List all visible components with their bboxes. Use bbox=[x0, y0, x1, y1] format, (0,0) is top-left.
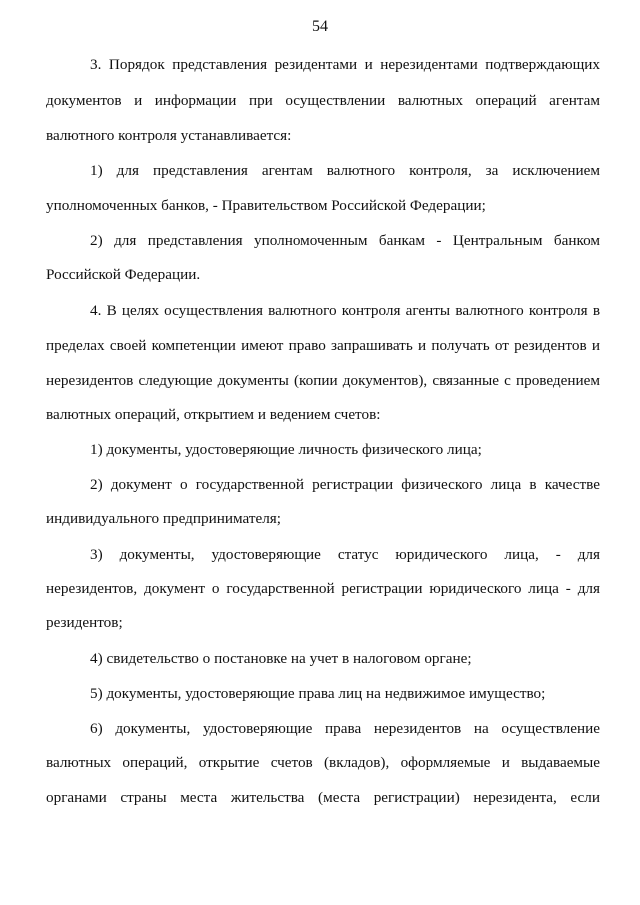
text-line: валютных операций, открытием и ведением счетов: bbox=[46, 406, 381, 423]
text-line: 5) документы, удостоверяющие права лиц на недвижимое имущество; bbox=[90, 685, 546, 702]
text-line: 3) документы, удостоверяющие статус юридического лица, - для bbox=[90, 546, 600, 563]
text-line: 2) для представления уполномоченным банкам - Центральным банком bbox=[90, 232, 600, 249]
text-line: 2) документ о государственной регистрации физического лица в качестве bbox=[90, 476, 600, 493]
text-line: 3. Порядок представления резидентами и нерезидентами подтверждающих bbox=[90, 56, 600, 73]
text-line: нерезидентов следующие документы (копии документов), связанные с проведением bbox=[46, 372, 600, 389]
text-line: органами страны места жительства (места регистрации) нерезидента, если bbox=[46, 789, 600, 806]
text-line: валютного контроля устанавливается: bbox=[46, 127, 292, 144]
text-line: индивидуального предпринимателя; bbox=[46, 510, 281, 527]
text-line: 1) для представления агентам валютного контроля, за исключением bbox=[90, 162, 600, 179]
text-line: валютных операций, открытие счетов (вкладов), оформляемые и выдаваемые bbox=[46, 754, 600, 771]
text-line: 4) свидетельство о постановке на учет в налоговом органе; bbox=[90, 650, 472, 667]
page-number: 54 bbox=[312, 18, 328, 35]
text-line: пределах своей компетенции имеют право запрашивать и получать от резидентов и bbox=[46, 337, 600, 354]
text-line: 6) документы, удостоверяющие права нерезидентов на осуществление bbox=[90, 720, 600, 737]
text-line: документов и информации при осуществлении валютных операций агентам bbox=[46, 92, 600, 109]
text-line: 1) документы, удостоверяющие личность физического лица; bbox=[90, 441, 482, 458]
text-line: уполномоченных банков, - Правительством Российской Федерации; bbox=[46, 197, 486, 214]
text-line: Российской Федерации. bbox=[46, 266, 201, 283]
text-line: нерезидентов, документ о государственной регистрации юридического лица - для bbox=[46, 580, 600, 597]
text-line: резидентов; bbox=[46, 614, 123, 631]
text-line: 4. В целях осуществления валютного контроля агенты валютного контроля в bbox=[90, 302, 600, 319]
